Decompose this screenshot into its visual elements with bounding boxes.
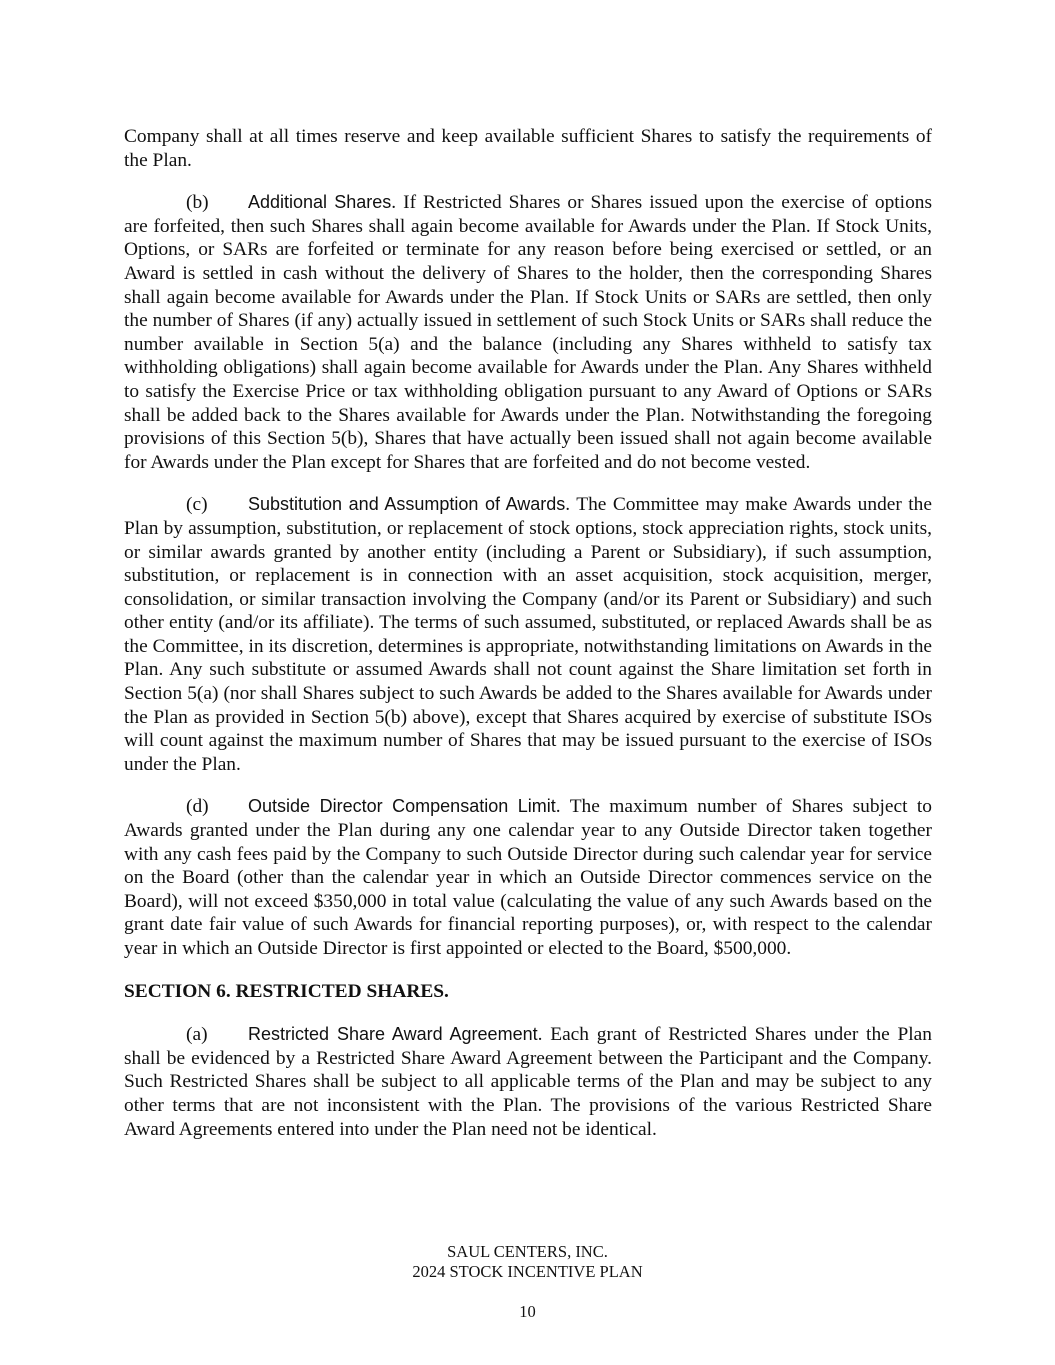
section-5c-caption: Substitution and Assumption of Awards xyxy=(248,494,566,515)
section-6a-text: Each grant of Restricted Shares under the Plan shall be evidenced by a Restricted Share Award Agreement between the Participant and the Company. Such Restricted Shares shall be subject to all applicable terms of the Plan and may be subject to any other terms that are not inconsistent with the Plan. The provisions of the various Restricted Share Award Agreements entered into under the Plan need not be identical. xyxy=(124,1024,932,1140)
section-5d-caption: Outside Director Compensation Limit xyxy=(248,796,556,817)
section-5c-paragraph: (c) Substitution and Assumption of Awards. The Committee may make Awards under the Plan by assumption, substitution, or replacement of stock options, stock appreciation rights, stock units, or similar awards granted by another entity (including a Parent or Subsidiary), if such assumption, substitution, or replacement is in connection with an asset acquisition, stock acquisition, merger, consolidation, or similar transaction involving the Company (and/or its Parent or Subsidiary) and such other entity (and/or its affiliate). The terms of such assumed, substituted, or replaced Awards shall be as the Committee, in its discretion, determines is appropriate, notwithstanding limitations on Awards in the Plan. Any such substitute or assumed Awards shall not count against the Share limitation set forth in Section 5(a) (nor shall Shares subject to such Awards be added to the Shares available for Awards under the Plan as provided in Section 5(b) above), except that Shares acquired by exercise of substitute ISOs will count against the maximum number of Shares that may be issued pursuant to the exercise of ISOs under the Plan. xyxy=(124,494,932,775)
document-body xyxy=(124,125,932,1160)
section-5b-marker: (b) xyxy=(186,192,209,214)
section-5d-paragraph: (d) Outside Director Compensation Limit. The maximum number of Shares subject to Awards granted under the Plan during any one calendar year to any Outside Director taken together with any cash fees paid by the Company to such Outside Director during such calendar year for service on the Board (other than the calendar year in which an Outside Director commences service on the Board), will not exceed $350,000 in total value (calculating the value of any such Awards based on the grant date fair value of such Awards for financial reporting purposes), or, with respect to the calendar year in which an Outside Director is first appointed or elected to the Board, $500,000. xyxy=(124,796,932,959)
continuation-paragraph: Company shall at all times reserve and keep available sufficient Shares to satisfy the requirements of the Plan. xyxy=(124,126,932,171)
section-5d-text: The maximum number of Shares subject to Awards granted under the Plan during any one calendar year to any Outside Director taken together with any cash fees paid by the Company to such Outside Director during such calendar year for service on the Board (other than the calendar year in which an Outside Director commences service on the Board), will not exceed $350,000 in total value (calculating the value of any such Awards based on the grant date fair value of such Awards for financial reporting purposes), or, with respect to the calendar year in which an Outside Director is first appointed or elected to the Board, $500,000. xyxy=(124,796,932,959)
footer-plan-title: 2024 STOCK INCENTIVE PLAN xyxy=(412,1262,643,1281)
footer-company: SAUL CENTERS, INC. xyxy=(447,1242,608,1261)
section-5d-marker: (d) xyxy=(186,796,209,818)
section-5c-text: The Committee may make Awards under the Plan by assumption, substitution, or replacement of stock options, stock appreciation rights, stock units, or similar awards granted by another entity (including a Parent or Subsidiary), if such assumption, substitution, or replacement is in connection with an asset acquisition, stock acquisition, merger, consolidation, or similar transaction involving the Company (and/or its Parent or Subsidiary) and such other entity (and/or its affiliate). The terms of such assumed, substituted, or replaced Awards shall be as the Committee, in its discretion, determines is appropriate, notwithstanding limitations on Awards in the Plan. Any such substitute or assumed Awards shall not count against the Share limitation set forth in Section 5(a) (nor shall Shares subject to such Awards be added to the Shares available for Awards under the Plan as provided in Section 5(b) above), except that Shares acquired by exercise of substitute ISOs will count against the maximum number of Shares that may be issued pursuant to the exercise of ISOs under the Plan. xyxy=(124,494,932,775)
section-5b-text: If Restricted Shares or Shares issued upon the exercise of options are forfeited, then such Shares shall again become available for Awards under the Plan. If Stock Units, Options, or SARs are forfeited or terminate for any reason before being exercised or settled, or an Award is settled in cash without the delivery of Shares to the holder, then the corresponding Shares shall again become available for Awards under the Plan. If Stock Units or SARs are settled, then only the number of Shares (if any) actually issued in settlement of such Stock Units or SARs shall reduce the number available in Section 5(a) and the balance (including any Shares withheld to satisfy tax withholding obligations) shall again become available for Awards under the Plan. Any Shares withheld to satisfy the Exercise Price or tax withholding obligation pursuant to any Award of Options or SARs shall be added back to the Shares available for Awards under the Plan. Notwithstanding the foregoing provisions of this Section 5(b), Shares that have actually been issued shall not again become available for Awards under the Plan except for Shares that are forfeited and do not become vested. xyxy=(124,192,933,473)
section-5b-paragraph: (b) Additional Shares. If Restricted Shares or Shares issued upon the exercise of options are forfeited, then such Shares shall again become available for Awards under the Plan. If Stock Units, Options, or SARs are forfeited or terminate for any reason before being exercised or settled, or an Award is settled in cash without the delivery of Shares to the holder, then the corresponding Shares shall again become available for Awards under the Plan. If Stock Units or SARs are settled, then only the number of Shares (if any) actually issued in settlement of such Stock Units or SARs shall reduce the number available in Section 5(a) and the balance (including any Shares withheld to satisfy tax withholding obligations) shall again become available for Awards under the Plan. Any Shares withheld to satisfy the Exercise Price or tax withholding obligation pursuant to any Award of Options or SARs shall be added back to the Shares available for Awards under the Plan. Notwithstanding the foregoing provisions of this Section 5(b), Shares that have actually been issued shall not again become available for Awards under the Plan except for Shares that are forfeited and do not become vested. xyxy=(124,192,933,473)
section-6a-caption: Restricted Share Award Agreement xyxy=(248,1024,538,1045)
section-6-heading: SECTION 6. RESTRICTED SHARES. xyxy=(124,980,449,1002)
page-number: 10 xyxy=(519,1302,536,1321)
section-5b-caption: Additional Shares xyxy=(248,192,392,213)
section-6a-paragraph: (a) Restricted Share Award Agreement. Each grant of Restricted Shares under the Plan shall be evidenced by a Restricted Share Award Agreement between the Participant and the Company. Such Restricted Shares shall be subject to all applicable terms of the Plan and may be subject to any other terms that are not inconsistent with the Plan. The provisions of the various Restricted Share Award Agreements entered into under the Plan need not be identical. xyxy=(124,1024,932,1140)
section-5c-marker: (c) xyxy=(186,494,208,516)
section-6a-marker: (a) xyxy=(186,1024,208,1046)
